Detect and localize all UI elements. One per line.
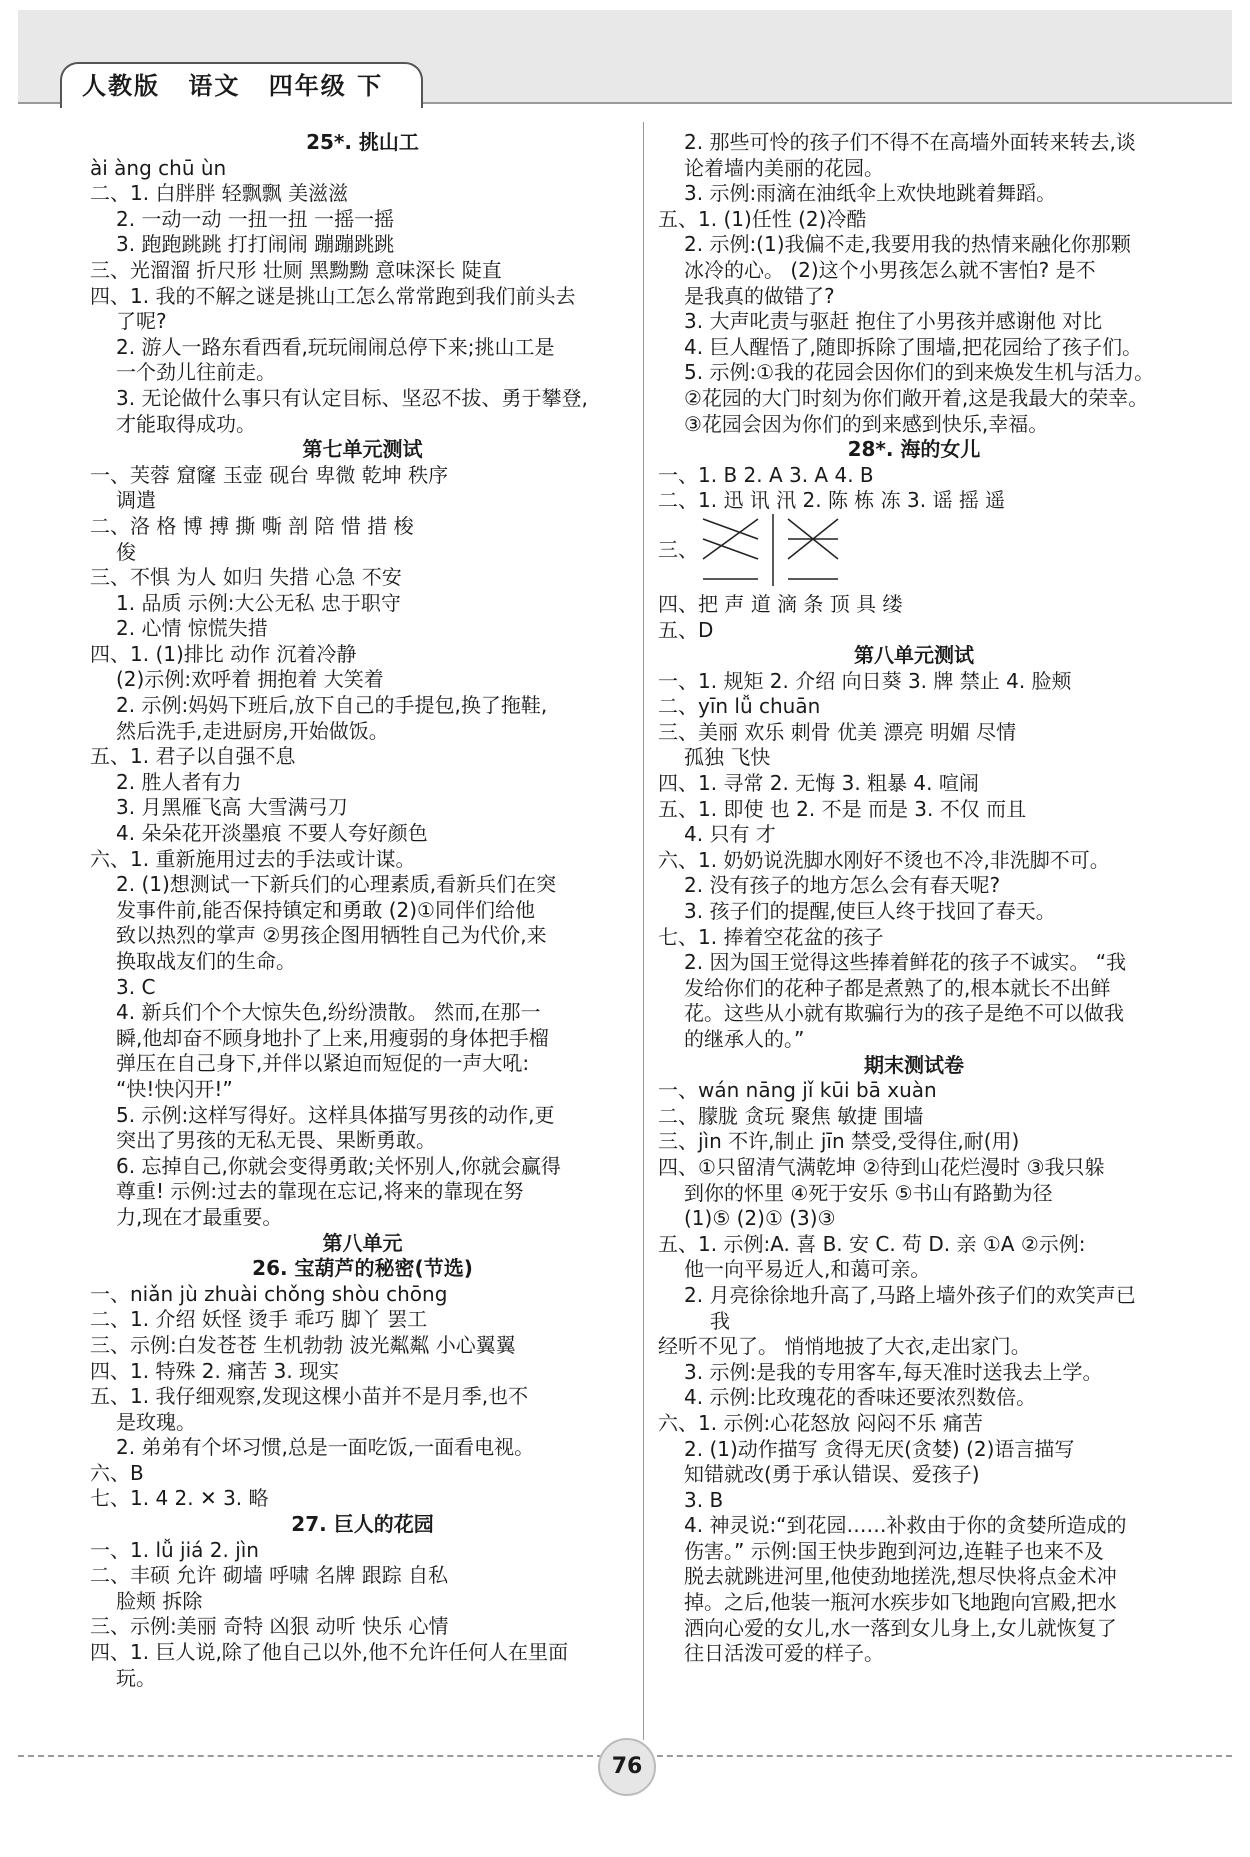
answer-line: 三、示例:美丽 奇特 凶狠 动听 快乐 心情 xyxy=(90,1614,449,1639)
answer-line: 二、1. 介绍 妖怪 烫手 乖巧 脚丫 罢工 xyxy=(90,1307,428,1332)
section-title: 27. 巨人的花园 xyxy=(291,1512,434,1537)
answer-line: ②花园的大门时刻为你们敞开着,这是我最大的荣幸。 xyxy=(684,385,1149,410)
answer-line: 脱去就跳进河里,他使劲地搓洗,想尽快将点金术冲 xyxy=(684,1564,1117,1589)
answer-line: 到你的怀里 ④死于安乐 ⑤书山有路勤为径 xyxy=(684,1180,1053,1205)
grade-label: 四年级 下 xyxy=(268,72,384,100)
answer-line: 一、芙蓉 窟窿 玉壶 砚台 卑微 乾坤 秩序 xyxy=(90,462,449,487)
answer-line: 2. 一动一动 一扭一扭 一摇一摇 xyxy=(116,206,395,231)
answer-line: 5. 示例:①我的花园会因你们的到来焕发生机与活力。 xyxy=(684,360,1155,385)
answer-line: 四、1. 我的不解之谜是挑山工怎么常常跑到我们前头去 xyxy=(90,283,576,308)
answer-line: 脸颊 拆除 xyxy=(116,1588,203,1613)
answer-line: 二、1. 迅 讯 汛 2. 陈 栋 冻 3. 谣 摇 遥 xyxy=(658,488,1006,513)
section-title: 期末测试卷 xyxy=(864,1052,964,1077)
answer-line: 2. 示例:妈妈下班后,放下自己的手提包,换了拖鞋, xyxy=(116,693,548,718)
answer-line: 五、1. 君子以自强不息 xyxy=(90,744,296,769)
answer-line: 五、1. 示例:A. 喜 B. 安 C. 苟 D. 亲 ①A ②示例: xyxy=(658,1231,1086,1256)
answer-line: 四、把 声 道 滴 条 顶 具 缕 xyxy=(658,591,903,616)
answer-line xyxy=(658,514,1170,592)
answer-line: 冰冷的心。 (2)这个小男孩怎么就不害怕? 是不 xyxy=(684,257,1096,282)
answer-line: 三、美丽 欢乐 刺骨 优美 漂亮 明媚 尽情 xyxy=(658,719,1017,744)
matching-line xyxy=(703,519,758,559)
answer-line: 他一向平易近人,和蔼可亲。 xyxy=(684,1257,931,1282)
answer-line: 六、1. 示例:心花怒放 闷闷不乐 痛苦 xyxy=(658,1410,983,1435)
answer-line: 孤独 飞快 xyxy=(684,745,771,770)
answer-line: 3. 孩子们的提醒,使巨人终于找回了春天。 xyxy=(684,899,1056,924)
answer-line: 往日活泼可爱的样子。 xyxy=(684,1641,884,1666)
answer-line: 是我真的做错了? xyxy=(684,283,835,308)
answer-line: 致以热烈的掌声 ②男孩企图用牺牲自己为代价,来 xyxy=(116,923,547,948)
answer-line: 的继承人的。” xyxy=(684,1027,805,1051)
answer-line: 突出了男孩的无私无畏、果断勇敢。 xyxy=(116,1128,436,1153)
answer-line: 论着墙内美丽的花园。 xyxy=(684,155,884,180)
answer-line: 2. 游人一路东看西看,玩玩闹闹总停下来;挑山工是 xyxy=(116,334,555,359)
answer-line: 然后洗手,走进厨房,开始做饭。 xyxy=(116,718,389,743)
answer-line: 一个劲儿往前走。 xyxy=(116,360,276,385)
answer-line: 我 xyxy=(710,1308,730,1333)
answer-line: 2. 弟弟有个坏习惯,总是一面吃饭,一面看电视。 xyxy=(116,1435,535,1460)
answer-line: 4. 新兵们个个大惊失色,纷纷溃散。 然而,在那一 xyxy=(116,1000,541,1025)
answer-line: 6. 忘掉自己,你就会变得勇敢;关怀别人,你就会赢得 xyxy=(116,1153,561,1178)
answer-line: 4. 只有 才 xyxy=(684,822,776,847)
answer-line: 瞬,他却奋不顾身地扑了上来,用瘦弱的身体把手榴 xyxy=(116,1025,549,1050)
answer-line: ài àng chū ùn xyxy=(90,155,227,180)
answer-line: 六、B xyxy=(90,1460,144,1485)
answer-line: 3. 月黑雁飞高 大雪满弓刀 xyxy=(116,795,348,820)
answer-line: 2. (1)动作描写 贪得无厌(贪婪) (2)语言描写 xyxy=(684,1436,1075,1461)
answer-line: 经听不见了。 悄悄地披了大衣,走出家门。 xyxy=(658,1334,1031,1359)
answer-line: 五、1. 即使 也 2. 不是 而是 3. 不仅 而且 xyxy=(658,796,1027,821)
answer-line: 3. 示例:是我的专用客车,每天准时送我去上学。 xyxy=(684,1359,1103,1384)
answer-line: 玩。 xyxy=(116,1665,156,1690)
book-info-tab xyxy=(60,62,423,108)
answer-line: 七、1. 捧着空花盆的孩子 xyxy=(658,924,884,949)
answer-line: 2. 因为国王觉得这些捧着鲜花的孩子不诚实。 “我 xyxy=(684,950,1127,975)
column-divider xyxy=(643,122,644,1740)
matching-diagram xyxy=(698,514,848,588)
answer-line: 知错就改(勇于承认错误、爱孩子) xyxy=(684,1462,980,1487)
answer-line: 3. C xyxy=(116,974,156,999)
answer-line: 四、1. 巨人说,除了他自己以外,他不允许任何人在里面 xyxy=(90,1640,569,1665)
answer-line: 3. 大声叱责与驱赶 抱住了小男孩并感谢他 对比 xyxy=(684,309,1103,334)
answer-line: 俊 xyxy=(116,539,136,564)
answer-line: 一、1. B 2. A 3. A 4. B xyxy=(658,462,874,487)
answer-line: 四、1. (1)排比 动作 沉着冷静 xyxy=(90,641,357,666)
answer-line: 了呢? xyxy=(116,309,167,334)
answer-line: (2)示例:欢呼着 拥抱着 大笑着 xyxy=(116,667,384,692)
answer-line: 4. 朵朵花开淡墨痕 不要人夸好颜色 xyxy=(116,821,428,846)
answer-line: 一、1. 规矩 2. 介绍 向日葵 3. 牌 禁止 4. 脸颊 xyxy=(658,668,1072,693)
section-title: 28*. 海的女儿 xyxy=(847,437,981,462)
answer-line: 3. B xyxy=(684,1487,724,1512)
answer-line: 4. 示例:比玫瑰花的香味还要浓烈数倍。 xyxy=(684,1385,1037,1410)
answer-line: 2. 胜人者有力 xyxy=(116,769,242,794)
answer-line: ③花园会因为你们的到来感到快乐,幸福。 xyxy=(684,411,1049,436)
answer-line: 三、光溜溜 折尺形 壮厕 黑黝黝 意味深长 陡直 xyxy=(90,257,502,282)
answer-line: 一、1. lǚ jiá 2. jìn xyxy=(90,1537,259,1562)
answer-line: 3. 无论做什么事只有认定目标、坚忍不拔、勇于攀登, xyxy=(116,385,588,410)
answer-line: 四、1. 特殊 2. 痛苦 3. 现实 xyxy=(90,1358,340,1383)
answer-line: 2. 心情 惊慌失措 xyxy=(116,616,268,641)
section-title: 第八单元 xyxy=(322,1230,403,1255)
answer-line: 是玫瑰。 xyxy=(116,1409,196,1434)
answer-line: 三、不惧 为人 如归 失措 心急 不安 xyxy=(90,565,402,590)
answer-line: 发事件前,能否保持镇定和勇敢 (2)①同伴们给他 xyxy=(116,897,535,922)
answer-line: 4. 神灵说:“到花园……补救由于你的贪婪所造成的 xyxy=(684,1513,1127,1538)
subject-label: 语文 xyxy=(188,72,241,100)
matching-line xyxy=(703,519,758,539)
answer-line: 四、①只留清气满乾坤 ②待到山花烂漫时 ③我只躲 xyxy=(658,1154,1105,1179)
answer-line: 五、1. (1)任性 (2)冷酷 xyxy=(658,206,867,231)
answer-line: 弹压在自己身下,并伴以紧迫而短促的一声大吼: xyxy=(116,1051,530,1076)
answer-line: 三、示例:白发苍苍 生机勃勃 波光粼粼 小心翼翼 xyxy=(90,1332,516,1357)
answer-line: 3. 示例:雨滴在油纸伞上欢快地跳着舞蹈。 xyxy=(684,181,1057,206)
answer-line: 六、1. 奶奶说洗脚水刚好不烫也不冷,非洗脚不可。 xyxy=(658,847,1110,872)
answer-line: 5. 示例:这样写得好。这样具体描写男孩的动作,更 xyxy=(116,1102,555,1127)
answer-line: 2. (1)想测试一下新兵们的心理素质,看新兵们在突 xyxy=(116,872,557,897)
matching-line xyxy=(703,539,758,559)
answer-line: 一、wán nāng jǐ kūi bā xuàn xyxy=(658,1078,937,1103)
answer-line: 1. 品质 示例:大公无私 忠于职守 xyxy=(116,590,401,615)
answer-column-right xyxy=(658,130,1170,1667)
answer-line: 六、1. 重新施用过去的手法或计谋。 xyxy=(90,846,416,871)
answer-line: 2. 示例:(1)我偏不走,我要用我的热情来融化你那颗 xyxy=(684,232,1131,257)
section-title: 第八单元测试 xyxy=(854,643,974,668)
answer-line: 七、1. 4 2. ✕ 3. 略 xyxy=(90,1486,269,1511)
answer-line: 三、jìn 不许,制止 jīn 禁受,受得住,耐(用) xyxy=(658,1129,1020,1154)
matching-label: 三、 xyxy=(658,537,698,562)
section-title: 25*. 挑山工 xyxy=(306,130,419,154)
answer-line: 伤害。” 示例:国王快步跑到河边,连鞋子也来不及 xyxy=(684,1538,1104,1563)
edition-label: 人教版 xyxy=(82,72,160,100)
answer-line: 二、1. 白胖胖 轻飘飘 美滋滋 xyxy=(90,181,349,206)
answer-column-left xyxy=(90,130,635,1691)
answer-line: 力,现在才最重要。 xyxy=(116,1204,283,1229)
section-title: 26. 宝葫芦的秘密(节选) xyxy=(252,1256,473,1281)
answer-line: 2. 那些可怜的孩子们不得不在高墙外面转来转去,谈 xyxy=(684,130,1136,154)
section-title: 第七单元测试 xyxy=(302,437,423,462)
answer-line: 才能取得成功。 xyxy=(116,411,256,436)
page-header xyxy=(18,10,1232,104)
answer-line: “快!快闪开!” xyxy=(116,1076,233,1101)
answer-line: 尊重! 示例:过去的靠现在忘记,将来的靠现在努 xyxy=(116,1179,524,1204)
answer-line: (1)⑤ (2)① (3)③ xyxy=(684,1206,836,1231)
answer-line: 五、D xyxy=(658,617,714,642)
answer-line: 3. 跑跑跳跳 打打闹闹 蹦蹦跳跳 xyxy=(116,232,395,257)
answer-line: 掉。之后,他装一瓶河水疾步如飞地跑向宫殿,把水 xyxy=(684,1590,1117,1615)
answer-line: 一、niǎn jù zhuài chǒng shòu chōng xyxy=(90,1281,448,1306)
page-number: 76 xyxy=(598,1738,656,1796)
answer-line: 调遣 xyxy=(116,488,156,513)
answer-line: 发给你们的花种子都是煮熟了的,根本就长不出鲜 xyxy=(684,975,1111,1000)
answer-line: 二、洛 格 博 搏 撕 嘶 剖 陪 惜 措 梭 xyxy=(90,513,414,538)
answer-line: 2. 月亮徐徐地升高了,马路上墙外孩子们的欢笑声已 xyxy=(684,1282,1136,1307)
answer-line: 换取战友们的生命。 xyxy=(116,949,296,973)
answer-line: 2. 没有孩子的地方怎么会有春天呢? xyxy=(684,873,1001,898)
answer-line: 洒向心爱的女儿,水一落到女儿身上,女儿就恢复了 xyxy=(684,1615,1117,1640)
answer-line: 二、丰硕 允许 砌墙 呼啸 名牌 跟踪 自私 xyxy=(90,1563,449,1588)
answer-line: 二、朦胧 贪玩 聚焦 敏捷 围墙 xyxy=(658,1103,924,1128)
answer-line: 花。这些从小就有欺骗行为的孩子是绝不可以做我 xyxy=(684,1001,1124,1026)
answer-line: 二、yīn lǚ chuān xyxy=(658,694,821,719)
answer-line: 4. 巨人醒悟了,随即拆除了围墙,把花园给了孩子们。 xyxy=(684,334,1143,359)
answer-line: 四、1. 寻常 2. 无悔 3. 粗暴 4. 喧闹 xyxy=(658,771,979,796)
answer-line: 五、1. 我仔细观察,发现这棵小苗并不是月季,也不 xyxy=(90,1384,529,1409)
